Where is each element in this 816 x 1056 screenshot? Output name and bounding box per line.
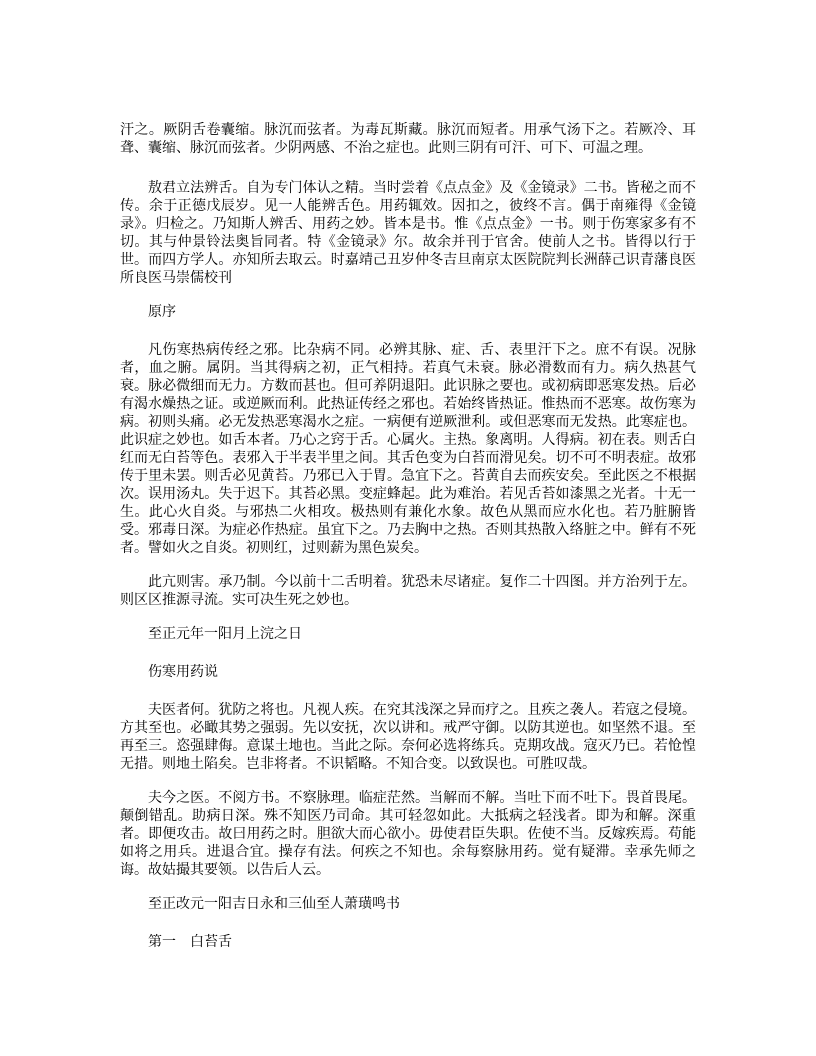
paragraph-medication-2: 夫今之医。不阅方书。不察脉理。临症茫然。当解而不解。当吐下而不吐下。畏首畏尾。颠倒错乱。助病日深。殊不知医乃司命。其可轻忽如此。大抵病之轻浅者。即为和解。深重者。即便攻击。故曰用药之时。胆欲大而心欲小。毋使君臣失职。佐使不当。反嫁疾焉。苟能如将之用兵。进退合宜。操存有法。何疾之不知也。余每察脉用药。觉有疑滞。幸承先师之诲。故姑撮其要领。以告后人云。 <box>120 790 696 878</box>
paragraph-continuation: 汗之。厥阴舌卷囊缩。脉沉而弦者。为毒瓦斯藏。脉沉而短者。用承气汤下之。若厥冷、耳聋、囊缩、脉沉而弦者。少阴两感、不治之症也。此则三阴有可汗、可下、可温之理。 <box>120 122 696 156</box>
paragraph-preface-conclusion: 此亢则害。承乃制。今以前十二舌明着。犹恐未尽诸症。复作二十四图。并方治列于左。则区区推源寻流。实可决生死之妙也。 <box>120 574 696 608</box>
paragraph-preface-body: 凡伤寒热病传经之邪。比杂病不同。必辨其脉、症、舌、表里汗下之。庶不有误。况脉者，血之腑。属阴。当其得病之初，正气相持。若真气未衰。脉必滑数而有力。病久热甚气衰。脉必微细而无力。方数而甚也。但可养阴退阳。此识脉之要也。或初病即恶寒发热。后必有渴水燥热之证。或逆厥而利。此热证传经之邪也。若始终皆热证。惟热而不恶寒。故伤寒为病。初则头痛。必无发热恶寒渴水之症。一病便有逆厥泄利。或但恶寒而无发热。此寒症也。此识症之妙也。如舌本者。乃心之窍于舌。心属火。主热。象离明。人得病。初在表。则舌白红而无白苔等色。表邪入于半表半里之间。其舌色变为白苔而滑见矣。切不可不明表症。故邪传于里未罢。则舌必见黄苔。乃邪已入于胃。急宜下之。苔黄自去而疾安矣。至此医之不根据次。误用汤丸。失于迟下。其苔必黑。变症蜂起。此为难治。若见舌苔如漆黑之光者。十无一生。此心火自炎。与邪热二火相攻。极热则有兼化水象。故色从黑而应水化也。若乃脏腑皆受。邪毒日深。为症必作热症。虽宜下之。乃去胸中之热。否则其热散入络脏之中。鲜有不死者。譬如火之自炎。初则红，过则薪为黑色炭矣。 <box>120 342 696 556</box>
date-line: 至正元年一阳月上浣之日 <box>148 626 302 642</box>
document-page <box>120 121 696 971</box>
chapter-heading-white-coating: 第一 白苔舌 <box>148 934 232 950</box>
signature-line: 至正改元一阳吉日永和三仙至人萧璜鸣书 <box>148 896 400 912</box>
section-heading-original-preface: 原序 <box>148 304 176 320</box>
paragraph-preface-note: 敖君立法辨舌。自为专门体认之精。当时尝着《点点金》及《金镜录》二书。皆秘之而不传。余于正德戊辰岁。见一人能辨舌色。用药辄效。因扣之，彼终不言。偶于南雍得《金镜录》。归检之。乃知斯人辨舌、用药之妙。皆本是书。惟《点点金》一书。则于伤寒家多有不切。其与仲景铃法奥旨同者。特《金镜录》尔。故余并刊于官舍。使前人之书。皆得以行于世。而四方学人。亦知所去取云。时嘉靖己丑岁仲冬吉旦南京太医院院判长洲薛己识青藩良医所良医马崇儒校刊 <box>120 180 696 286</box>
section-heading-medication: 伤寒用药说 <box>148 664 218 680</box>
paragraph-medication-1: 夫医者何。犹防之将也。凡视人疾。在究其浅深之异而疗之。且疾之袭人。若寇之侵境。方其至也。必瞰其势之强弱。先以安抚，次以讲和。戒严守御。以防其逆也。如坚然不退。至再至三。恣强肆侮。意谋土地也。当此之际。奈何必选将练兵。克期攻战。寇灭乃已。若怆惶无措。则地土陷矣。岂非将者。不识韬略。不知合变。以致误也。可胜叹哉。 <box>120 702 696 772</box>
